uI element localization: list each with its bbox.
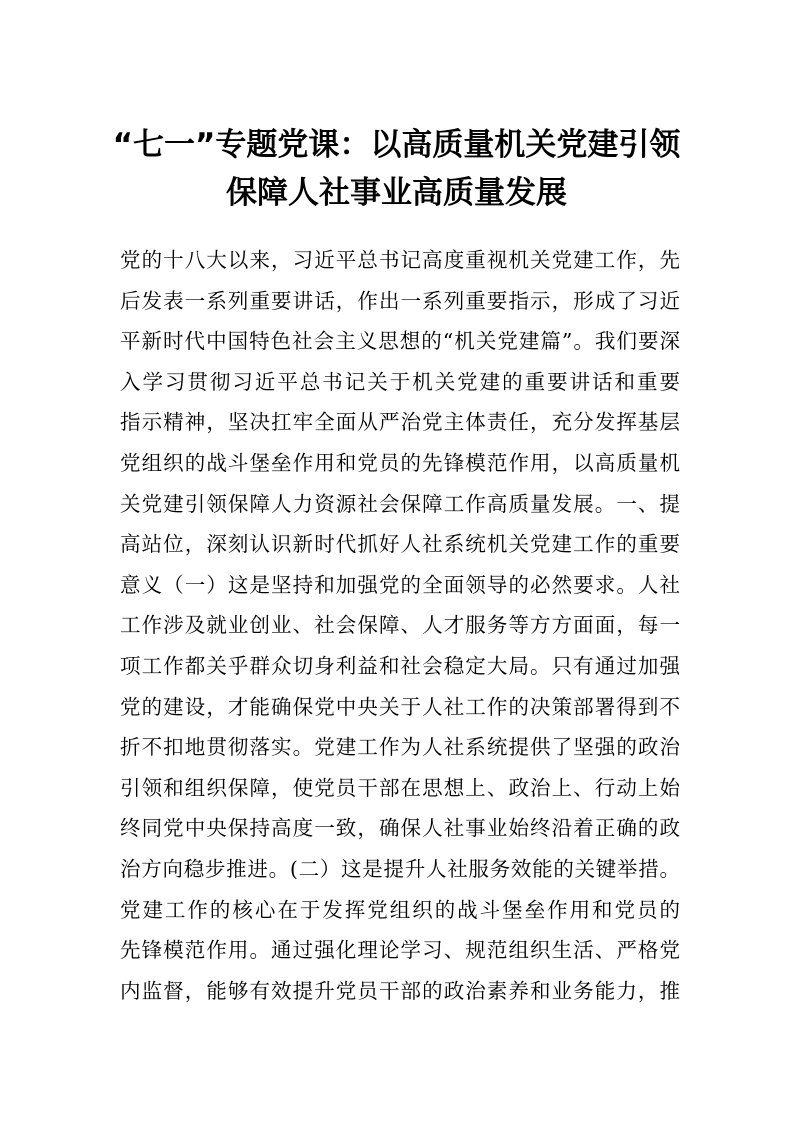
body-text-line: 党的建设，才能确保党中央关于人社工作的决策部署得到不 bbox=[120, 694, 680, 719]
body-text-line: 党的十八大以来，习近平总书记高度重视机关党建工作，先 bbox=[120, 248, 680, 272]
body-text-line: 折不扣地贯彻落实。党建工作为人社系统提供了坚强的政治 bbox=[120, 735, 680, 760]
body-text-line: 项工作都关乎群众切身利益和社会稳定大局。只有通过加强 bbox=[120, 653, 680, 678]
body-text-line: 意义（一）这是坚持和加强党的全面领导的必然要求。人社 bbox=[120, 572, 680, 597]
body-text-line: 高站位，深刻认识新时代抓好人社系统机关党建工作的重要 bbox=[120, 532, 680, 557]
document-title-line-2: 保障人社事业高质量发展 bbox=[226, 175, 567, 211]
body-text-line: 治方向稳步推进。(二）这是提升人社服务效能的关键举措。 bbox=[120, 856, 680, 881]
body-text-line: 入学习贯彻习近平总书记关于机关党建的重要讲话和重要 bbox=[120, 369, 680, 394]
body-text-line: 关党建引领保障人力资源社会保障工作高质量发展。一、提 bbox=[120, 491, 680, 516]
body-text-line: 工作涉及就业创业、社会保障、人才服务等方方面面，每一 bbox=[120, 613, 680, 638]
document-body bbox=[120, 240, 680, 1011]
document-title-line-1: “七一”专题党课：以高质量机关党建引领 bbox=[112, 127, 681, 163]
body-text-line: 党组织的战斗堡垒作用和党员的先锋模范作用，以高质量机 bbox=[120, 450, 680, 475]
body-text-line: 指示精神，坚决扛牢全面从严治党主体责任，充分发挥基层 bbox=[120, 410, 680, 435]
body-text-line: 平新时代中国特色社会主义思想的“机关党建篇”。我们要深 bbox=[120, 329, 680, 354]
body-text-line: 内监督，能够有效提升党员干部的政治素养和业务能力，推 bbox=[120, 978, 680, 1003]
body-text-line: 先锋模范作用。通过强化理论学习、规范组织生活、严格党 bbox=[120, 938, 680, 963]
body-text-line: 终同党中央保持高度一致，确保人社事业始终沿着正确的政 bbox=[120, 816, 680, 841]
body-text-line: 引领和组织保障，使党员干部在思想上、政治上、行动上始 bbox=[120, 775, 680, 800]
body-text-line: 后发表一系列重要讲话，作出一系列重要指示，形成了习近 bbox=[120, 288, 680, 313]
body-text-line: 党建工作的核心在于发挥党组织的战斗堡垒作用和党员的 bbox=[120, 897, 680, 922]
